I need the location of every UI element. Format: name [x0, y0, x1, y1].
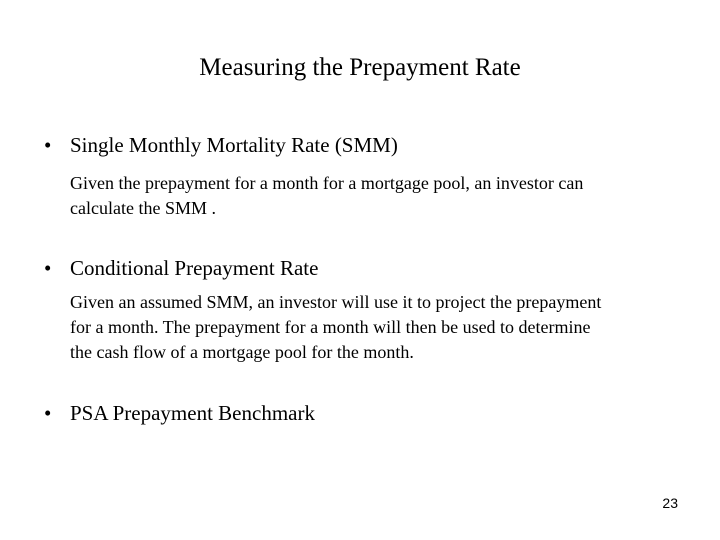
bullet-heading: PSA Prepayment Benchmark [70, 401, 315, 425]
description-line: calculate the SMM . [70, 198, 216, 218]
description-line: for a month. The prepayment for a month will then be used to determine [70, 317, 591, 337]
bullet-description-smm [70, 171, 690, 221]
description-line: Given an assumed SMM, an investor will use it to project the prepayment [70, 292, 602, 312]
description-line: Given the prepayment for a month for a mortgage pool, an investor can [70, 173, 584, 193]
bullet-icon: • [44, 401, 52, 425]
bullet-heading: Conditional Prepayment Rate [70, 256, 319, 280]
bullet-item-cpr [44, 254, 318, 282]
bullet-icon: • [44, 133, 52, 157]
bullet-item-psa [44, 399, 315, 427]
page-number: 23 [662, 495, 678, 511]
bullet-item-smm [44, 131, 398, 159]
bullet-description-cpr [70, 290, 690, 365]
bullet-icon: • [44, 256, 52, 280]
slide-title: Measuring the Prepayment Rate [199, 54, 521, 81]
description-line: the cash flow of a mortgage pool for the month. [70, 342, 414, 362]
bullet-heading: Single Monthly Mortality Rate (SMM) [70, 133, 398, 157]
